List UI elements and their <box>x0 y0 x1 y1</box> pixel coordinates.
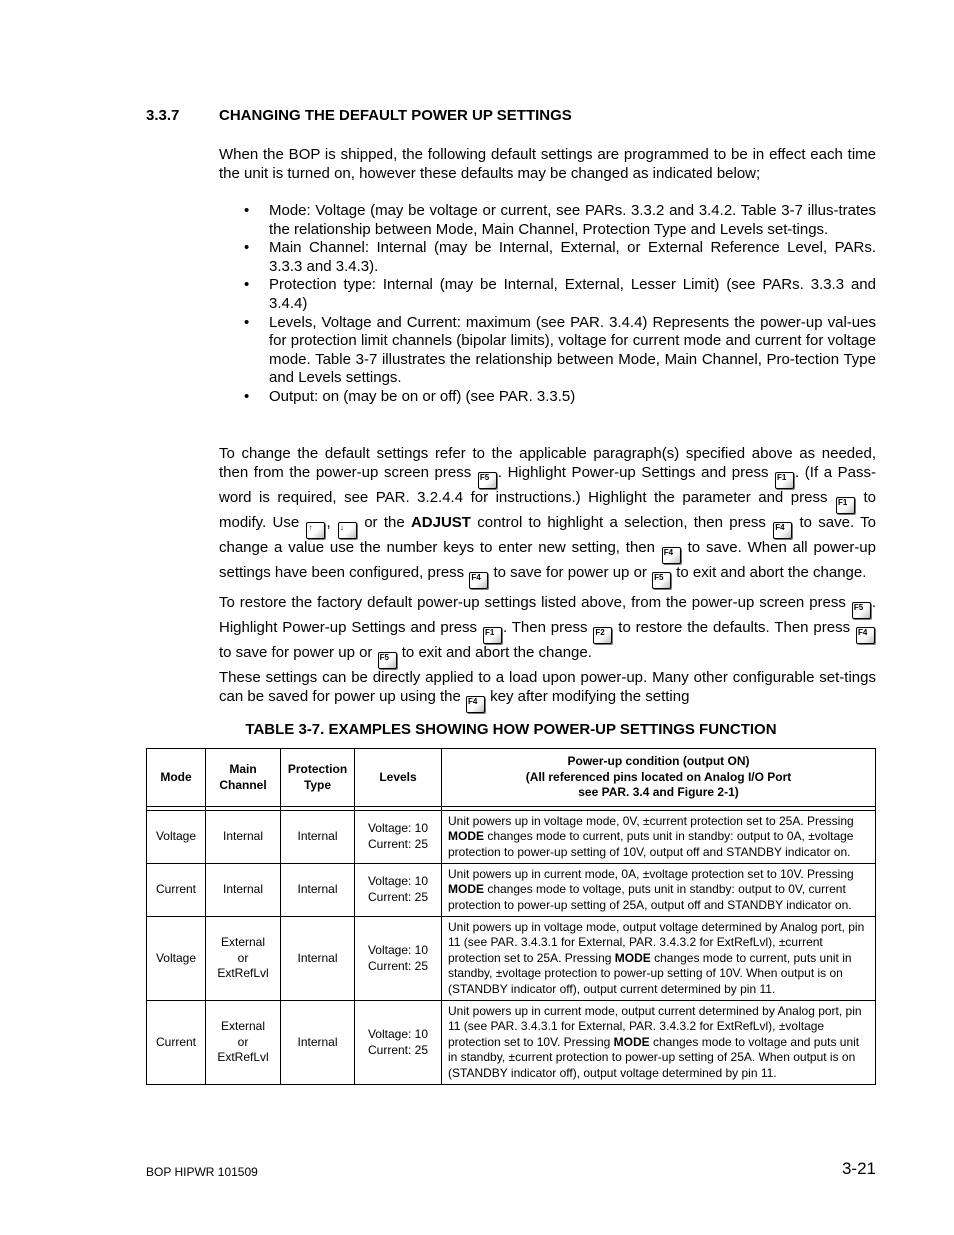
footer-doc-id: BOP HIPWR 101509 <box>146 1165 258 1179</box>
cell-condition: Unit powers up in voltage mode, output voltage determined by Analog port, pin 11 (see PAR. 3.4.3.1 for External, PAR. 3.4.3.2 for ExtRefLvl), ±current protection set to 25A. Pressing MODE changes mode to current, puts unit in standby, ±voltage protection to power-up setting of 10V. When output is on (STANDBY indicator off), output current determined by pin 11. <box>442 917 876 1001</box>
f4-key-icon: F4 <box>856 627 875 644</box>
table-header-row <box>147 749 876 807</box>
bullet-glyph: • <box>244 276 250 294</box>
text-run: key after modifying the setting <box>486 687 690 705</box>
section-title: CHANGING THE DEFAULT POWER UP SETTINGS <box>219 107 572 124</box>
change-defaults-paragraph <box>219 445 876 589</box>
text-run: To restore the factory default power-up settings listed above, from the power-up screen press <box>219 594 851 611</box>
power-up-examples-table <box>146 748 876 1085</box>
text-run: to exit and abort the change. <box>397 644 592 661</box>
cell-protection: Internal <box>281 811 355 864</box>
intro-paragraph: When the BOP is shipped, the following default settings are programmed to be in effect each time the unit is turned on, however these defaults may be changed as indicated below; <box>219 146 876 182</box>
f1-key-icon: F1 <box>483 627 502 644</box>
text-run: to save for power up or <box>219 644 377 661</box>
text-run: to exit and abort the change. <box>672 563 867 581</box>
cell-levels: Voltage: 10 Current: 25 <box>355 811 442 864</box>
f1-key-icon: F1 <box>775 472 794 489</box>
f4-key-icon: F4 <box>662 547 681 564</box>
text-run: to restore the defaults. Then press <box>613 619 855 636</box>
bullet-glyph: • <box>244 202 250 219</box>
list-item-text: Mode: Voltage (may be voltage or current, see PARs. 3.3.2 and 3.4.2. Table 3-7 illus-trates the relationship between Mode, Main Channel, Protection Type and Levels set-tings. <box>269 202 876 238</box>
page-number: 3-21 <box>841 1159 876 1178</box>
cell-protection: Internal <box>281 917 355 1001</box>
table-row <box>147 811 876 864</box>
list-item-text: Protection type: Internal (may be Internal, External, Lesser Limit) (see PARs. 3.3.3 and 3.4.4) <box>269 276 876 312</box>
list-item-text: Output: on (may be on or off) (see PAR. 3.3.5) <box>269 387 576 405</box>
cell-mode: Current <box>147 864 206 917</box>
bullet-glyph: • <box>244 313 250 331</box>
f4-key-icon: F4 <box>466 696 485 713</box>
text-run: . Highlight Power-up Settings and press <box>497 463 775 481</box>
header-mode: Mode <box>147 749 206 807</box>
list-item <box>240 202 876 239</box>
text-run: or the <box>357 513 411 531</box>
bullet-glyph: • <box>244 387 250 405</box>
bullet-glyph: • <box>244 239 250 257</box>
adjust-control-label: ADJUST <box>410 513 471 531</box>
cell-main-channel: Internal <box>206 811 281 864</box>
list-item <box>240 276 876 313</box>
default-settings-list <box>240 202 876 407</box>
table-row <box>147 917 876 1001</box>
cell-levels: Voltage: 10 Current: 25 <box>355 864 442 917</box>
f5-key-icon: F5 <box>852 602 871 619</box>
text-run: to save. To change a value use the number keys to enter new setting, then <box>219 513 876 556</box>
header-main-channel: Main Channel <box>206 749 281 807</box>
cell-protection: Internal <box>281 864 355 917</box>
direct-apply-paragraph <box>219 669 876 713</box>
list-item <box>240 388 876 407</box>
cell-mode: Voltage <box>147 917 206 1001</box>
text-run: To change the default settings refer to the applicable paragraph(s) specified above as needed, then from the power-up screen press <box>219 445 876 481</box>
text-run: . Then press <box>502 619 593 636</box>
text-run: . (If a Pass-word is required, see PAR. 3.2.4.4 for instructions.) Highlight the parameter and press <box>219 463 876 506</box>
f1-key-icon: F1 <box>836 497 855 514</box>
cell-mode: Current <box>147 1001 206 1085</box>
cell-condition: Unit powers up in current mode, 0A, ±voltage protection set to 10V. Pressing MODE changes mode to voltage, puts unit in standby: output to 0V, current protection to power-up setting of 25A, output off and STANDBY indicator on. <box>442 864 876 917</box>
header-levels: Levels <box>355 749 442 807</box>
cell-levels: Voltage: 10 Current: 25 <box>355 1001 442 1085</box>
table-title: TABLE 3-7. EXAMPLES SHOWING HOW POWER-UP SETTINGS FUNCTION <box>245 721 777 738</box>
table-row <box>147 1001 876 1085</box>
section-heading <box>146 107 572 124</box>
cell-mode: Voltage <box>147 811 206 864</box>
list-item <box>240 314 876 388</box>
cell-main-channel: External or ExtRefLvl <box>206 1001 281 1085</box>
up-arrow-key-icon: ↑ <box>306 522 325 539</box>
text-run: . Highlight Power-up Settings and press <box>219 594 876 636</box>
down-arrow-key-icon: ↓ <box>338 522 357 539</box>
text-run: to save for power up or <box>489 563 652 581</box>
header-protection-type: Protection Type <box>281 749 355 807</box>
text-run: to save. When all power-up settings have been configured, press <box>219 538 876 581</box>
list-item <box>240 239 876 276</box>
f5-key-icon: F5 <box>478 472 497 489</box>
cell-levels: Voltage: 10 Current: 25 <box>355 917 442 1001</box>
text-run: control to highlight a selection, then press <box>470 513 773 531</box>
list-item-text: Levels, Voltage and Current: maximum (see PAR. 3.4.4) Represents the power-up val-ues for protection limit channels (bipolar limits), voltage for current mode and current for voltage mode. Table 3-7 illustrates the relationship between Mode, Main Channel, Pro-tection Type and Levels settings. <box>269 313 876 387</box>
cell-main-channel: External or ExtRefLvl <box>206 917 281 1001</box>
f4-key-icon: F4 <box>469 572 488 589</box>
text-run: These settings can be directly applied to a load upon power-up. Many other configurable set-tings can be saved for power up using the <box>219 669 876 705</box>
cell-condition: Unit powers up in voltage mode, 0V, ±current protection set to 25A. Pressing MODE changes mode to current, puts unit in standby: output to 0A, ±voltage protection to power-up setting of 10V, output off and STANDBY indicator on. <box>442 811 876 864</box>
cell-protection: Internal <box>281 1001 355 1085</box>
list-item-text: Main Channel: Internal (may be Internal, External, or External Reference Level, PARs. 3.3.3 and 3.4.3). <box>269 239 876 275</box>
restore-defaults-paragraph <box>219 594 876 669</box>
f5-key-icon: F5 <box>652 572 671 589</box>
section-number: 3.3.7 <box>146 107 180 124</box>
f5-key-icon: F5 <box>378 652 397 669</box>
header-power-up-condition: Power-up condition (output ON) (All referenced pins located on Analog I/O Port see PAR. 3.4 and Figure 2-1) <box>442 749 876 807</box>
text-run: , <box>326 513 337 531</box>
cell-main-channel: Internal <box>206 864 281 917</box>
cell-condition: Unit powers up in current mode, output current determined by Analog port, pin 11 (see PAR. 3.4.3.1 for External, PAR. 3.4.3.2 for ExtRefLvl), ±voltage protection set to 10V. Pressing MODE changes mode to voltage and puts unit in standby, ±current protection to power-up setting of 25A. When output is on (STANDBY indicator off), output voltage determined by pin 11. <box>442 1001 876 1085</box>
f2-key-icon: F2 <box>593 627 612 644</box>
f4-key-icon: F4 <box>773 522 792 539</box>
text-run: to modify. Use <box>219 488 876 531</box>
table-row <box>147 864 876 917</box>
